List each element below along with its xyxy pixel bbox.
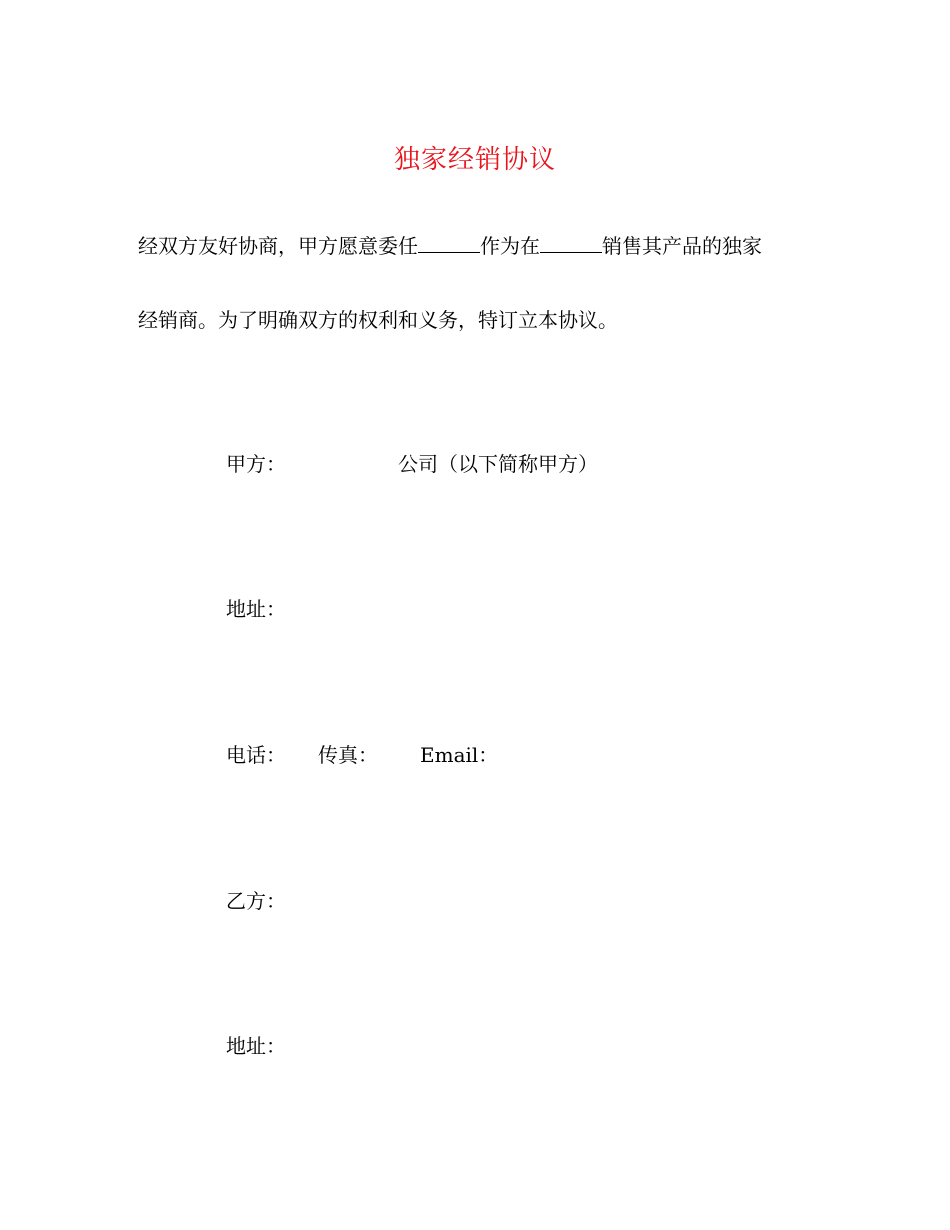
intro-text-1: 经双方友好协商，甲方愿意委任 (138, 234, 418, 258)
party-a-label: 甲方： (226, 452, 286, 476)
party-a-address-label: 地址： (226, 597, 286, 621)
party-a-phone-label: 电话： (226, 743, 286, 767)
party-a-email-label: Email： (420, 743, 499, 767)
intro-text-3: 销售其产品的独家 (602, 234, 762, 258)
party-b-address-label: 地址： (226, 1034, 286, 1058)
intro-line-2: 经销商。为了明确双方的权利和义务，特订立本协议。 (138, 308, 618, 332)
intro-line-1 (138, 232, 828, 260)
blank-distributor (418, 234, 480, 253)
party-a-company: 公司（以下简称甲方） (398, 452, 598, 476)
document-title: 独家经销协议 (393, 145, 556, 175)
party-a-fax-label: 传真： (318, 743, 378, 767)
party-b-label: 乙方： (226, 889, 286, 913)
blank-region (540, 234, 602, 253)
intro-text-2: 作为在 (480, 234, 540, 258)
